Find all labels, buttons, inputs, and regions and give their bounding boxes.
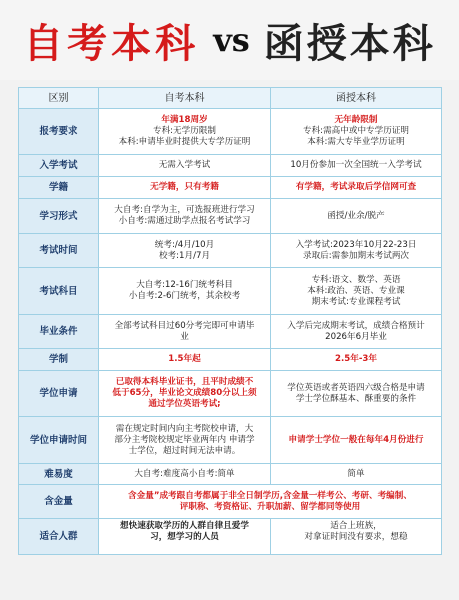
table-row <box>19 199 442 234</box>
correspondence-cell: 简单 <box>271 464 442 485</box>
self-exam-cell: 统考:/4月/10月 校考:1月/7月 <box>99 234 271 268</box>
row-label: 学籍 <box>19 177 99 199</box>
row-label: 毕业条件 <box>19 315 99 349</box>
row-label: 学习形式 <box>19 199 99 234</box>
table-row <box>19 464 442 485</box>
row-label: 含金量 <box>19 485 99 519</box>
table-row <box>19 109 442 155</box>
table-row <box>19 371 442 417</box>
self-exam-cell: 1.5年起 <box>99 349 271 371</box>
title-self-exam: 自考本科 <box>23 19 200 67</box>
correspondence-cell: 申请学士学位一般在每年4月份进行 <box>271 417 442 464</box>
table-row <box>19 485 442 519</box>
correspondence-cell: 适合上班族， 对拿证时间没有要求，想稳 <box>271 519 442 555</box>
correspondence-cell: 10月份参加一次全国统一入学考试 <box>271 155 442 177</box>
correspondence-cell: 有学籍，考试录取后学信网可查 <box>271 177 442 199</box>
self-exam-cell: 无需入学考试 <box>99 155 271 177</box>
title-vs: vs <box>213 21 250 59</box>
self-exam-cell: 无学籍，只有考籍 <box>99 177 271 199</box>
row-label: 学位申请时间 <box>19 417 99 464</box>
row-label: 考试科目 <box>19 268 99 315</box>
self-exam-cell: 年满18周岁 专科:无学历限制 本科:申请毕业时提供大专学历证明 <box>99 109 271 155</box>
correspondence-cell: 函授/业余/脱产 <box>271 199 442 234</box>
table-row <box>19 417 442 464</box>
self-exam-cell: 已取得本科毕业证书，且平时成绩不 低于65分，毕业论文成绩80分以上须 通过学位英语考试; <box>99 371 271 417</box>
self-exam-cell: 大自考:自学为主，可选报班进行学习 小自考:需通过助学点报名考试学习 <box>99 199 271 234</box>
table-row <box>19 177 442 199</box>
title-correspondence: 函授本科 <box>263 19 436 67</box>
row-label: 考试时间 <box>19 234 99 268</box>
correspondence-cell: 入学后完成期末考试，成绩合格预计 2026年6月毕业 <box>271 315 442 349</box>
table-row <box>19 315 442 349</box>
row-label: 入学考试 <box>19 155 99 177</box>
correspondence-cell: 学位英语或者英语四六级合格是申请 学士学位酥基本、酥重要的条件 <box>271 371 442 417</box>
merged-value-cell: 含金量”成考跟自考都属于非全日制学历,含金量一样考公、考研、考编制、 评职称、考资格证、升职加薪、留学都同等使用 <box>99 485 442 519</box>
row-label: 学位申请 <box>19 371 99 417</box>
row-label: 适合人群 <box>19 519 99 555</box>
header-self-exam: 自考本科 <box>99 88 271 109</box>
correspondence-cell: 无年龄限制 专科:需高中或中专学历证明 本科:需大专毕业学历证明 <box>271 109 442 155</box>
title-banner <box>0 0 459 80</box>
self-exam-cell: 全部考试科目过60分考完即可申请毕 业 <box>99 315 271 349</box>
self-exam-cell: 需在规定时间内向主考院校申请，大 部分主考院校规定毕业两年内 申请学 士学位，超过时间无法申请。 <box>99 417 271 464</box>
correspondence-cell: 2.5年-3年 <box>271 349 442 371</box>
row-label: 学制 <box>19 349 99 371</box>
self-exam-cell: 大自考:难度高小自考:简单 <box>99 464 271 485</box>
header-category: 区别 <box>19 88 99 109</box>
table-row <box>19 349 442 371</box>
self-exam-cell: 想快速获取学历的人群自律且爱学 习，想学习的人员 <box>99 519 271 555</box>
table-header-row <box>19 88 442 109</box>
self-exam-cell: 大自考:12-16门统考科目 小自考:2-6门统考，其余校考 <box>99 268 271 315</box>
header-correspondence: 函授本科 <box>271 88 442 109</box>
table-row <box>19 234 442 268</box>
table-row <box>19 155 442 177</box>
comparison-table <box>18 87 442 555</box>
correspondence-cell: 专科:语文、数学、英语 本科:政治、英语、专业课 期末考试:专业课程考试 <box>271 268 442 315</box>
correspondence-cell: 入学考试:2023年10月22-23日 录取后:需参加期末考试两次 <box>271 234 442 268</box>
row-label: 报考要求 <box>19 109 99 155</box>
table-row <box>19 268 442 315</box>
row-label: 难易度 <box>19 464 99 485</box>
table-row <box>19 519 442 555</box>
